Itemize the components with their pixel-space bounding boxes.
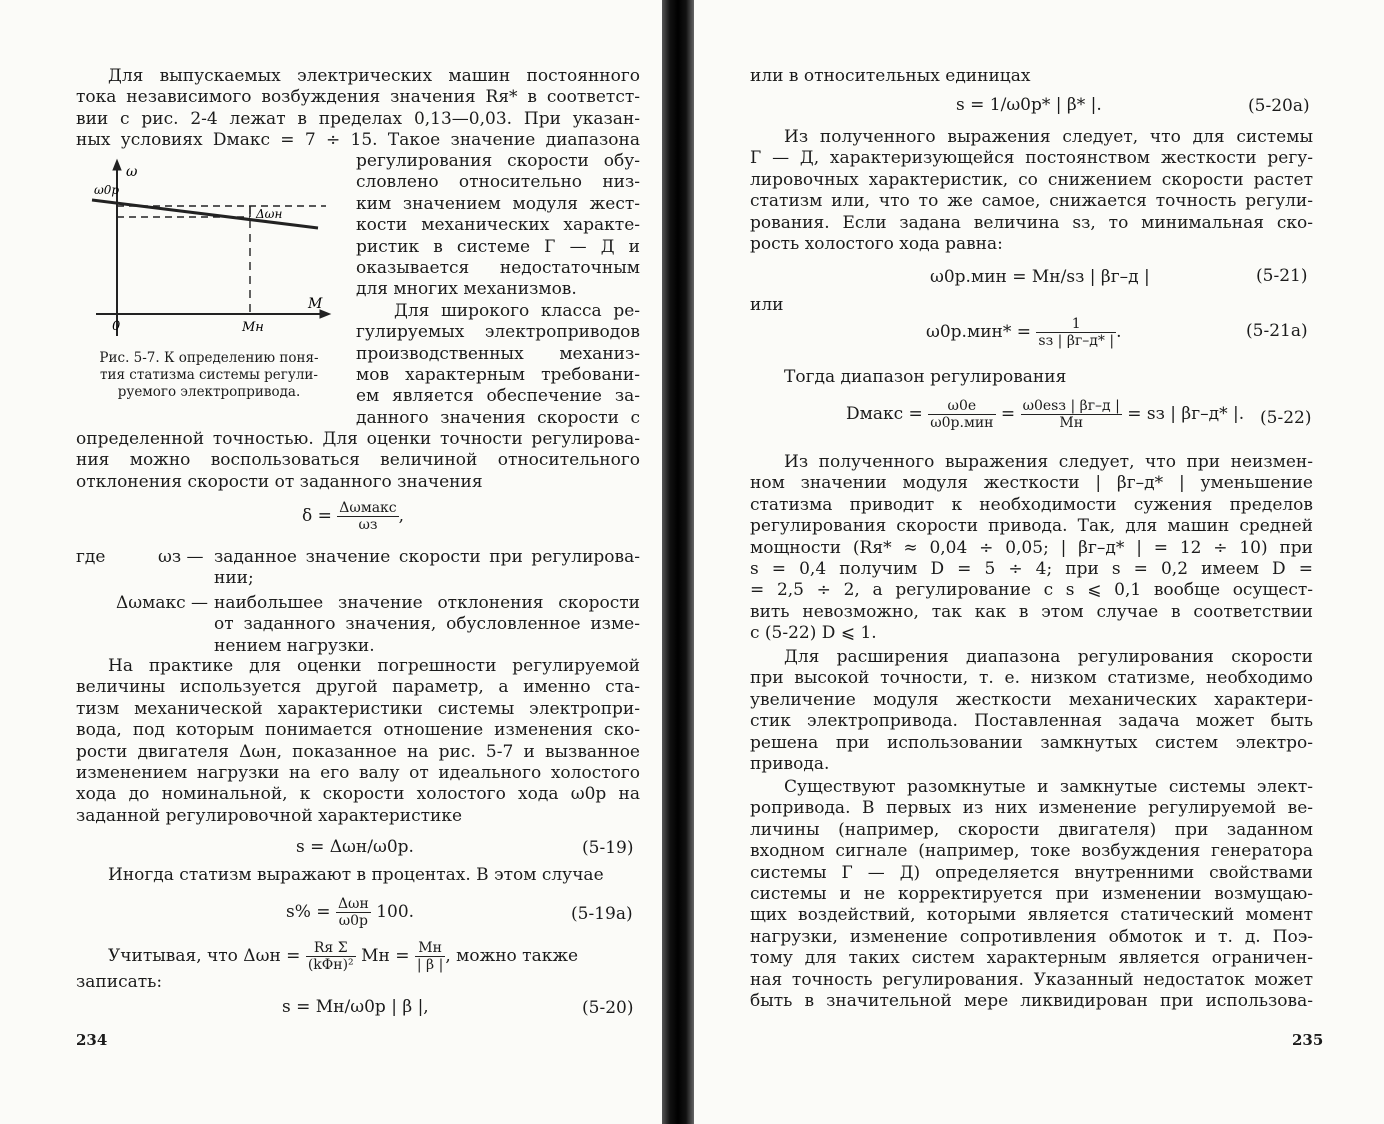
text-line: системы и не корректируется при изменении возмущаю- bbox=[750, 884, 1313, 905]
fig-w0-label: ω0р bbox=[94, 183, 120, 197]
text-line: величины используется другой параметр, а именно ста- bbox=[76, 677, 640, 698]
text-line: Для широкого класса ре- bbox=[394, 300, 640, 321]
eq-fraction bbox=[1036, 316, 1116, 349]
equation-delta bbox=[302, 500, 404, 533]
text-line: для многих механизмов. bbox=[356, 279, 577, 300]
text-line: Существуют разомкнутые и замкнутые системы элект- bbox=[784, 777, 1313, 797]
text-line: ким значением модуля жест- bbox=[356, 193, 640, 214]
caption-line: тия статизма системы регули- bbox=[100, 367, 318, 383]
text-line: отклонения скорости от заданного значения bbox=[76, 471, 483, 492]
where-label: где bbox=[76, 547, 106, 567]
equation-number-5-19: (5-19) bbox=[582, 838, 634, 858]
equation-number-5-22: (5-22) bbox=[1260, 408, 1312, 428]
eq-equals: = bbox=[1000, 404, 1016, 424]
left-paragraph-4: Иногда статизм выражают в процентах. В этом случае bbox=[108, 865, 604, 885]
equation-number-5-21a: (5-21а) bbox=[1246, 321, 1308, 341]
left-paragraph-2 bbox=[76, 429, 640, 493]
text-line: мов характерным требовани- bbox=[356, 365, 640, 386]
equation-number-5-20a: (5-20а) bbox=[1248, 96, 1310, 116]
eq-fraction bbox=[928, 398, 995, 431]
or-word: или bbox=[750, 295, 784, 315]
eq-lhs: ω0р.мин* = bbox=[926, 322, 1031, 342]
left-wrap-text bbox=[356, 151, 640, 429]
y-axis-arrow bbox=[113, 160, 121, 170]
figure-caption bbox=[74, 350, 344, 401]
eq-denominator: sз | βг–д* | bbox=[1038, 333, 1115, 349]
page-number-right: 235 bbox=[1292, 1031, 1324, 1049]
text-line: На практике для оценки погрешности регулируемой bbox=[108, 656, 640, 676]
eq-numerator: Δωн bbox=[337, 896, 369, 912]
text-line: ная точность регулирования. Указанный недостаток может bbox=[750, 969, 1313, 990]
eq-denominator: ω0р bbox=[338, 913, 369, 929]
right-paragraph-2 bbox=[750, 452, 1313, 645]
text-line: производственных механиз- bbox=[356, 343, 640, 364]
eq-numerator: 1 bbox=[1036, 316, 1116, 333]
eq-tail: 100. bbox=[376, 902, 415, 922]
right-paragraph-4 bbox=[750, 777, 1313, 1012]
def1-symbol: ωз — bbox=[158, 547, 204, 567]
fig-mn-label: Mн bbox=[242, 320, 264, 335]
eq-denominator: ωз bbox=[358, 517, 378, 533]
text-line: = 2,5 ÷ 2, а регулирование с s ⩽ 0,1 вообще осущест- bbox=[750, 580, 1313, 601]
eq-numerator: ω0е bbox=[928, 398, 995, 415]
caption-line: руемого электропривода. bbox=[117, 384, 301, 400]
text-line: Из полученного выражения следует, что при неизмен- bbox=[784, 452, 1313, 472]
text-line: нагрузки, изменение сопротивления обмоток и т. д. Поэ- bbox=[750, 926, 1313, 947]
text-run: Учитывая, что Δωн = bbox=[108, 946, 301, 966]
text-line: статизм или, что то же самое, снижается точность регули- bbox=[750, 191, 1313, 212]
text-line: определенной точностью. Для оценки точности регулирова- bbox=[76, 429, 640, 449]
text-line: тизм механической характеристики системы электропри- bbox=[76, 698, 640, 719]
equation-number-5-20: (5-20) bbox=[582, 998, 634, 1018]
then-line: Тогда диапазон регулирования bbox=[784, 367, 1067, 387]
eq-fraction bbox=[1021, 398, 1122, 431]
text-line: Из полученного выражения следует, что для системы bbox=[784, 127, 1313, 147]
text-line: вода, под которым понимается отношение изменения ско- bbox=[76, 720, 640, 741]
text-line: ных условиях Dмакс = 7 ÷ 15. Такое значение диапазона bbox=[76, 130, 640, 151]
right-page bbox=[694, 0, 1384, 1124]
text-line: стик электропривода. Поставленная задача может быть bbox=[750, 711, 1313, 732]
def2-text bbox=[214, 593, 640, 657]
eq-numerator: ω0еsз | βг–д | bbox=[1022, 398, 1120, 414]
text-line: заданное значение скорости при регулирова- bbox=[214, 547, 640, 567]
text-line: нии; bbox=[214, 568, 254, 589]
eq-fraction bbox=[415, 940, 445, 973]
equation-number-5-21: (5-21) bbox=[1256, 266, 1308, 286]
equation-5-22 bbox=[846, 398, 1244, 431]
eq-numerator: Mн bbox=[415, 940, 445, 957]
text-line: быть в значительной мере ликвидирован при использова- bbox=[750, 991, 1313, 1012]
text-line: кости механических характе- bbox=[356, 215, 640, 236]
eq-period: . bbox=[1116, 322, 1122, 342]
text-line: наибольшее значение отклонения скорости bbox=[214, 593, 640, 613]
equation-5-19: s = Δωн/ω0р. bbox=[296, 837, 414, 857]
text-line: заданной регулировочной характеристике bbox=[76, 805, 463, 826]
text-line: рость холостого хода равна: bbox=[750, 234, 1003, 255]
left-page bbox=[0, 0, 662, 1124]
equation-5-19a bbox=[286, 896, 414, 929]
equation-5-20: s = Mн/ω0р | β |, bbox=[282, 997, 429, 1017]
eq-denominator: Mн bbox=[1059, 415, 1084, 431]
left-paragraph-3 bbox=[76, 656, 640, 827]
text-line: статизма приводит к необходимости сужения пределов bbox=[750, 494, 1313, 515]
text-line: рости двигателя Δωн, показанное на рис. 5-7 и вызванное bbox=[76, 741, 640, 762]
text-line: ристик в системе Г — Д и bbox=[356, 236, 640, 257]
eq-denominator: | β | bbox=[416, 957, 444, 973]
right-paragraph-1 bbox=[750, 127, 1313, 255]
eq-tail: = sз | βг–д* |. bbox=[1127, 404, 1245, 424]
caption-line: Рис. 5-7. К определению поня- bbox=[99, 350, 319, 366]
eq-numerator: Rя Σ bbox=[306, 940, 356, 957]
fig-y-label: ω bbox=[126, 164, 138, 180]
text-line: ния можно воспользоваться величиной относительного bbox=[76, 450, 640, 471]
text-line: Г — Д, характеризующейся постоянством жесткости регу- bbox=[750, 148, 1313, 169]
eq-fraction bbox=[306, 940, 356, 973]
text-line: регулирования скорости обу- bbox=[356, 151, 640, 171]
text-line: Для расширения диапазона регулирования скорости bbox=[784, 647, 1313, 667]
text-line: гулируемых электроприводов bbox=[356, 322, 640, 343]
text-line: данного значения скорости с bbox=[356, 407, 640, 428]
fig-dw-label: Δωн bbox=[256, 207, 283, 221]
eq-fraction bbox=[336, 896, 371, 929]
left-paragraph-5-cont: записать: bbox=[76, 972, 163, 992]
def1-text bbox=[214, 547, 640, 590]
page-number-left: 234 bbox=[76, 1031, 108, 1049]
fig-x-label: M bbox=[308, 296, 323, 312]
eq-denominator: ω0р.мин bbox=[930, 415, 994, 431]
equation-number-5-19a: (5-19а) bbox=[571, 904, 633, 924]
text-line: Для выпускаемых электрических машин постоянного bbox=[108, 66, 640, 86]
text-line: изменением нагрузки на его валу от идеального холостого bbox=[76, 763, 640, 784]
text-run: , можно также bbox=[445, 946, 579, 966]
text-line: оказывается недостаточным bbox=[356, 258, 640, 279]
fig-origin-label: 0 bbox=[112, 319, 121, 334]
text-line: ропривода. В первых из них изменение регулируемой ве- bbox=[750, 798, 1313, 819]
text-line: ном значении модуля жесткости | βг–д* | уменьшение bbox=[750, 473, 1313, 494]
text-line: увеличение модуля жесткости механических характери- bbox=[750, 689, 1313, 710]
text-line: ем является обеспечение за- bbox=[356, 386, 640, 407]
left-paragraph-1 bbox=[76, 66, 640, 152]
eq-tail: , bbox=[398, 506, 405, 526]
book-spine bbox=[662, 0, 694, 1124]
text-line: нением нагрузки. bbox=[214, 635, 375, 656]
eq-lhs: s% = bbox=[286, 902, 331, 922]
eq-fraction bbox=[337, 500, 398, 533]
text-line: личины (например, скорости двигателя) при заданном bbox=[750, 819, 1313, 840]
intro-line: или в относительных единицах bbox=[750, 66, 1031, 86]
text-line: при высокой точности, т. е. низком статизме, необходимо bbox=[750, 668, 1313, 689]
text-line: системы Г — Д) определяется внутренними свойствами bbox=[750, 862, 1313, 883]
figure-5-7 bbox=[82, 158, 337, 338]
text-line: регулирования скорости привода. Так, для машин средней bbox=[750, 516, 1313, 537]
text-line: хода до номинальной, к скорости холостого хода ω0р на bbox=[76, 784, 640, 805]
eq-lhs: δ = bbox=[302, 506, 332, 526]
left-paragraph-5 bbox=[108, 940, 578, 973]
text-line: привода. bbox=[750, 754, 830, 775]
equation-5-20a: s = 1/ω0р* | β* |. bbox=[956, 95, 1102, 115]
text-line: решена при использовании замкнутых систем электро- bbox=[750, 732, 1313, 753]
text-line: мощности (Rя* ≈ 0,04 ÷ 0,05; | βг–д* | = 12 ÷ 10) при bbox=[750, 537, 1313, 558]
text-line: с (5-22) D ⩽ 1. bbox=[750, 623, 877, 644]
eq-numerator: Δωмакс bbox=[339, 500, 397, 516]
text-line: от заданного значения, обусловленное изме- bbox=[214, 614, 640, 635]
text-run: Mн = bbox=[361, 946, 410, 966]
text-line: тому для таких систем характерным является ограничен- bbox=[750, 948, 1313, 969]
text-line: вить невозможно, так как в этом случае в соответствии bbox=[750, 601, 1313, 622]
equation-5-21a bbox=[926, 316, 1121, 349]
right-paragraph-3 bbox=[750, 647, 1313, 775]
text-line: словлено относительно низ- bbox=[356, 172, 640, 193]
equation-5-21: ω0р.мин = Mн/sз | βг–д | bbox=[930, 267, 1150, 287]
def2-symbol: Δωмакс — bbox=[116, 593, 209, 613]
text-line: лировочных характеристик, со снижением скорости растет bbox=[750, 169, 1313, 190]
eq-lhs: Dмакс = bbox=[846, 404, 923, 424]
text-line: входном сигнале (например, токе возбуждения генератора bbox=[750, 841, 1313, 862]
mechanical-characteristic-line bbox=[92, 200, 318, 228]
text-line: рования. Если задана величина sз, то минимальная ско- bbox=[750, 212, 1313, 233]
eq-denominator: (kΦн)² bbox=[307, 957, 354, 973]
text-line: щих воздействий, которыми является статический момент bbox=[750, 905, 1313, 926]
text-line: тока независимого возбуждения значения Rя* в соответст- bbox=[76, 87, 640, 108]
text-line: s = 0,4 получим D = 5 ÷ 4; при s = 0,2 имеем D = bbox=[750, 559, 1313, 580]
text-line: вии с рис. 2-4 лежат в пределах 0,13—0,03. При указан- bbox=[76, 108, 640, 129]
